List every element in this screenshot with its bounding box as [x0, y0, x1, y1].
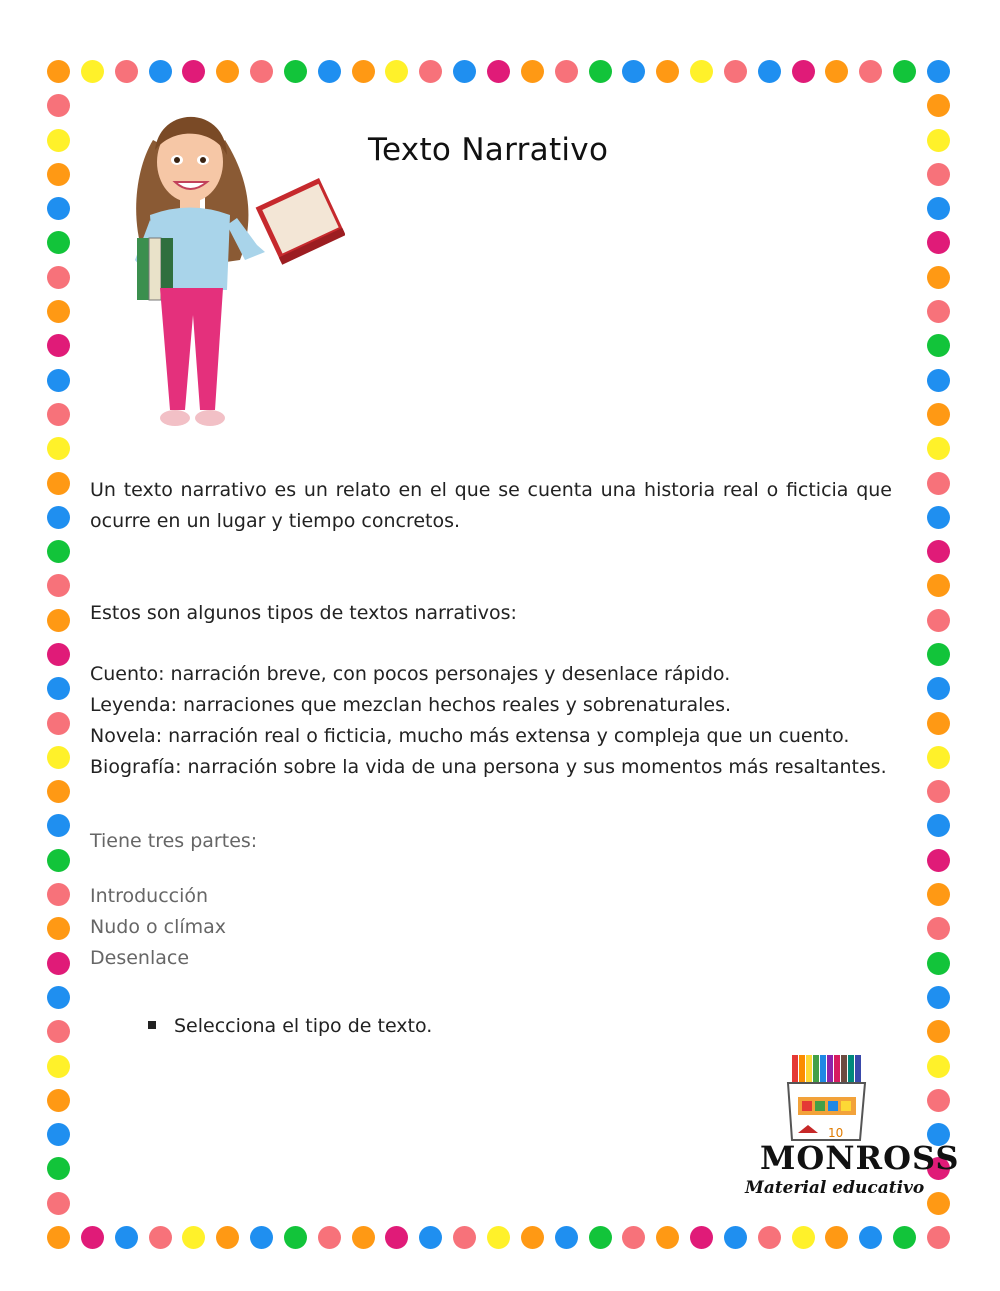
- border-dot: [47, 540, 70, 563]
- border-dot: [859, 60, 882, 83]
- page-title: Texto Narrativo: [368, 132, 609, 168]
- border-dot: [825, 1226, 848, 1249]
- border-dot: [656, 1226, 679, 1249]
- border-dot: [792, 60, 815, 83]
- logo-name: MONROSS: [760, 1139, 960, 1177]
- border-dot: [81, 1226, 104, 1249]
- border-dot: [622, 60, 645, 83]
- list-item: Introducción: [90, 885, 209, 907]
- border-dot: [927, 506, 950, 529]
- border-dot: [927, 197, 950, 220]
- border-dot: [927, 437, 950, 460]
- border-dot: [927, 334, 950, 357]
- border-dot: [927, 129, 950, 152]
- border-dot: [47, 369, 70, 392]
- svg-text:10: 10: [828, 1126, 844, 1140]
- border-dot: [927, 917, 950, 940]
- border-dot: [352, 1226, 375, 1249]
- border-dot: [318, 1226, 341, 1249]
- list-item: Nudo o clímax: [90, 916, 227, 938]
- border-dot: [115, 60, 138, 83]
- border-dot: [690, 60, 713, 83]
- border-dot: [47, 677, 70, 700]
- border-dot: [656, 60, 679, 83]
- border-dot: [47, 300, 70, 323]
- border-dot: [487, 60, 510, 83]
- border-dot: [47, 197, 70, 220]
- list-item: Biografía: narración sobre la vida de una persona y sus momentos más resaltantes.: [90, 756, 887, 778]
- border-dot: [927, 369, 950, 392]
- list-item: Desenlace: [90, 947, 190, 969]
- border-dot: [47, 1157, 70, 1180]
- border-dot: [115, 1226, 138, 1249]
- narrative-types-list: [90, 659, 940, 783]
- border-dot: [47, 437, 70, 460]
- border-dot: [47, 643, 70, 666]
- border-dot: [47, 609, 70, 632]
- border-dot: [47, 986, 70, 1009]
- border-dot: [927, 574, 950, 597]
- border-dot: [893, 60, 916, 83]
- border-dot: [47, 917, 70, 940]
- border-dot: [47, 163, 70, 186]
- border-dot: [419, 60, 442, 83]
- border-dot: [927, 1192, 950, 1215]
- types-intro-text: Estos son algunos tipos de textos narrativos:: [90, 602, 517, 624]
- border-dot: [927, 1089, 950, 1112]
- border-dot: [927, 1226, 950, 1249]
- border-dot: [149, 1226, 172, 1249]
- border-dot: [47, 60, 70, 83]
- border-dot: [182, 60, 205, 83]
- border-dot: [47, 780, 70, 803]
- border-dot: [927, 883, 950, 906]
- border-dot: [589, 1226, 612, 1249]
- border-dot: [216, 1226, 239, 1249]
- list-item: Cuento: narración breve, con pocos personajes y desenlace rápido.: [90, 663, 731, 685]
- border-dot: [47, 1192, 70, 1215]
- border-dot: [724, 60, 747, 83]
- list-item: Novela: narración real o ficticia, mucho más extensa y compleja que un cuento.: [90, 725, 850, 747]
- border-dot: [385, 60, 408, 83]
- border-dot: [352, 60, 375, 83]
- border-dot: [927, 986, 950, 1009]
- border-dot: [47, 129, 70, 152]
- border-dot: [927, 609, 950, 632]
- border-dot: [47, 574, 70, 597]
- border-dot: [47, 1089, 70, 1112]
- border-dot: [47, 266, 70, 289]
- border-dot: [927, 266, 950, 289]
- border-dot: [47, 849, 70, 872]
- border-dot: [927, 163, 950, 186]
- border-dot: [927, 94, 950, 117]
- border-dot: [589, 60, 612, 83]
- border-dot: [927, 814, 950, 837]
- border-dot: [250, 60, 273, 83]
- border-dot: [927, 1020, 950, 1043]
- border-dot: [419, 1226, 442, 1249]
- border-dot: [758, 1226, 781, 1249]
- border-dot: [792, 1226, 815, 1249]
- intro-paragraph: Un texto narrativo es un relato en el que se cuenta una historia real o ficticia que ocurre en un lugar y tiempo concretos.: [90, 479, 892, 532]
- border-dot: [47, 231, 70, 254]
- border-dot: [927, 231, 950, 254]
- border-dot: [859, 1226, 882, 1249]
- border-dot: [893, 1226, 916, 1249]
- border-dot: [927, 540, 950, 563]
- instruction-text: Selecciona el tipo de texto.: [174, 1015, 433, 1037]
- border-dot: [47, 334, 70, 357]
- teacher-avatar-illustration: [115, 100, 345, 435]
- border-dot: [47, 952, 70, 975]
- border-dot: [385, 1226, 408, 1249]
- border-dot: [284, 60, 307, 83]
- logo-tagline: Material educativo: [745, 1178, 925, 1198]
- border-dot: [927, 403, 950, 426]
- border-dot: [927, 849, 950, 872]
- border-dot: [47, 403, 70, 426]
- border-dot: [47, 814, 70, 837]
- border-dot: [81, 60, 104, 83]
- border-dot: [487, 1226, 510, 1249]
- border-dot: [555, 60, 578, 83]
- border-dot: [724, 1226, 747, 1249]
- parts-intro-text: Tiene tres partes:: [90, 830, 258, 852]
- border-dot: [825, 60, 848, 83]
- border-dot: [250, 1226, 273, 1249]
- border-dot: [318, 60, 341, 83]
- parts-list: [90, 881, 892, 974]
- border-dot: [453, 60, 476, 83]
- border-dot: [927, 472, 950, 495]
- border-dot: [47, 1226, 70, 1249]
- border-dot: [47, 94, 70, 117]
- border-dot: [521, 60, 544, 83]
- square-bullet-icon: [148, 1021, 156, 1029]
- border-dot: [622, 1226, 645, 1249]
- border-dot: [284, 1226, 307, 1249]
- border-dot: [47, 712, 70, 735]
- border-dot: [927, 780, 950, 803]
- border-dot: [47, 472, 70, 495]
- border-dot: [149, 60, 172, 83]
- border-dot: [216, 60, 239, 83]
- border-dot: [47, 1055, 70, 1078]
- border-dot: [47, 506, 70, 529]
- border-dot: [47, 1020, 70, 1043]
- border-dot: [555, 1226, 578, 1249]
- border-dot: [690, 1226, 713, 1249]
- border-dot: [758, 60, 781, 83]
- list-item: Leyenda: narraciones que mezclan hechos reales y sobrenaturales.: [90, 694, 732, 716]
- border-dot: [927, 952, 950, 975]
- border-dot: [927, 1055, 950, 1078]
- border-dot: [47, 883, 70, 906]
- border-dot: [521, 1226, 544, 1249]
- border-dot: [47, 746, 70, 769]
- instruction-item: [148, 1011, 432, 1042]
- border-dot: [927, 60, 950, 83]
- border-dot: [927, 300, 950, 323]
- border-dot: [182, 1226, 205, 1249]
- border-dot: [453, 1226, 476, 1249]
- border-dot: [47, 1123, 70, 1146]
